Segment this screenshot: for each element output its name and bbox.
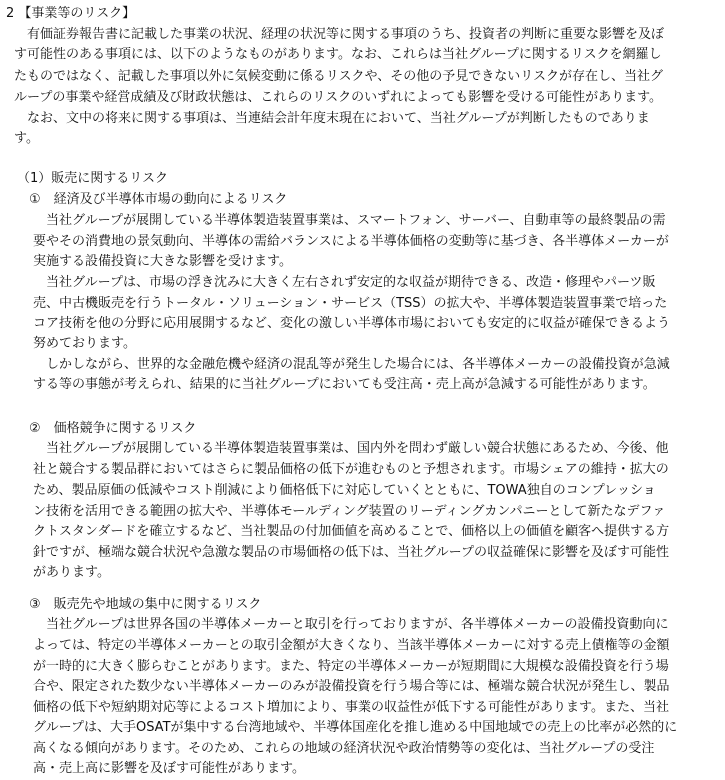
- intro-line: ループの事業や経営成績及び財政状態は、これらのリスクのいずれによっても影響を受ける可能性があります。: [14, 90, 663, 105]
- risk-paragraph-line: 当社グループが展開している半導体製造装置事業は、国内外を問わず厳しい競合状態にあるため、今後、他: [33, 441, 669, 456]
- risk-title: ① 経済及び半導体市場の動向によるリスク: [29, 192, 288, 207]
- risk-paragraph-line: ため、製品原価の低減やコスト削減により価格低下に対応していくとともに、TOWA独自のコンプレッショ: [33, 483, 656, 498]
- risk-paragraph-line: があります。: [33, 565, 110, 580]
- risk-paragraph-line: 実施する設備投資に大きな影響を受けます。: [33, 254, 292, 269]
- risk-paragraph-line: する等の事態が考えられ、結果的に当社グループにおいても受注高・売上高が急減する可能性があります。: [33, 377, 656, 392]
- risk-paragraph-line: 高・売上高に影響を及ぼす可能性があります。: [33, 761, 305, 776]
- risk-paragraph-line: 高くなる傾向があります。そのため、これらの地域の経済状況や政治情勢等の変化は、当社グループの受注: [33, 741, 655, 756]
- risk-paragraph-line: 売、中古機販売を行うトータル・ソリューション・サービス（TSS）の拡大や、半導体製造装置事業で培った: [33, 296, 668, 311]
- risk-paragraph-line: 社と競合する製品群においてはさらに製品価格の低下が進むものと予想されます。市場シェアの維持・拡大の: [33, 462, 669, 477]
- risk-paragraph-line: 当社グループは、市場の浮き沈みに大きく左右されず安定的な収益が期待できる、改造・修理やパーツ販: [33, 275, 656, 290]
- risk-paragraph-line: 当社グループが展開している半導体製造装置事業は、スマートフォン、サーバー、自動車等の最終製品の需: [33, 213, 666, 228]
- risk-paragraph-line: コア技術を他の分野に応用展開するなど、変化の激しい半導体市場においても安定的に収益が確保できるよう: [33, 316, 671, 331]
- risk-paragraph-line: グループは、大手OSATが集中する台湾地域や、半導体国産化を推し進める中国地域での売上の比率が必然的に: [33, 720, 678, 735]
- risk-paragraph-line: 合や、限定された数少ない半導体メーカーのみが設備投資を行う場合等には、極端な競合状況が発生し、製品: [33, 679, 670, 694]
- subsection-title: （1）販売に関するリスク: [17, 171, 169, 186]
- risk-paragraph-line: が一時的に大きく膨らむことがあります。また、特定の半導体メーカーが短期間に大規模な設備投資を行う場: [33, 659, 669, 674]
- risk-paragraph-line: 針ですが、極端な競合状況や急激な製品の市場価格の低下は、当社グループの収益確保に影響を及ぼす可能性: [33, 545, 669, 560]
- risk-paragraph-line: しかしながら、世界的な金融危機や経済の混乱等が発生した場合には、各半導体メーカーの設備投資が急減: [33, 357, 670, 372]
- risk-title: ② 価格競争に関するリスク: [29, 421, 197, 436]
- risk-paragraph-line: 努めております。: [33, 336, 136, 351]
- risk-paragraph-line: よっては、特定の半導体メーカーとの取引金額が大きくなり、当該半導体メーカーに対する売上債権等の金額: [33, 638, 670, 653]
- intro-line: す。: [14, 131, 39, 146]
- risk-paragraph-line: ン技術を活用できる範囲の拡大や、半導体モールディング装置のリーディングカンパニーとして新たなデファ: [33, 504, 666, 519]
- intro-line: 有価証券報告書に記載した事業の状況、経理の状況等に関する事項のうち、投資者の判断に重要な影響を及ぼ: [14, 27, 665, 42]
- risk-paragraph-line: 当社グループは世界各国の半導体メーカーと取引を行っておりますが、各半導体メーカーの設備投資動向に: [33, 617, 669, 632]
- risk-paragraph-line: クトスタンダードを確立するなど、当社製品の付加価値を高めることで、価格以上の価値を顧客へ提供する方: [33, 524, 670, 539]
- intro-line: す可能性のある事項には、以下のようなものがあります。なお、これらは当社グループに関するリスクを網羅し: [14, 47, 662, 62]
- section-heading: 2 【事業等のリスク】: [6, 6, 136, 21]
- risk-paragraph-line: 要やその消費地の景気動向、半導体の需給バランスによる半導体価格の変動等に基づき、各半導体メーカーが: [33, 234, 669, 249]
- risk-title: ③ 販売先や地域の集中に関するリスク: [29, 597, 262, 612]
- risk-paragraph-line: 価格の低下や短納期対応等によるコスト増加により、事業の収益性が低下する可能性があります。また、当社: [33, 700, 669, 715]
- intro-line: なお、文中の将来に関する事項は、当連結会計年度末現在において、当社グループが判断したものでありま: [14, 111, 650, 126]
- intro-line: たものではなく、記載した事項以外に気候変動に係るリスクや、その他の予見できないリスクが存在し、当社グ: [14, 69, 663, 84]
